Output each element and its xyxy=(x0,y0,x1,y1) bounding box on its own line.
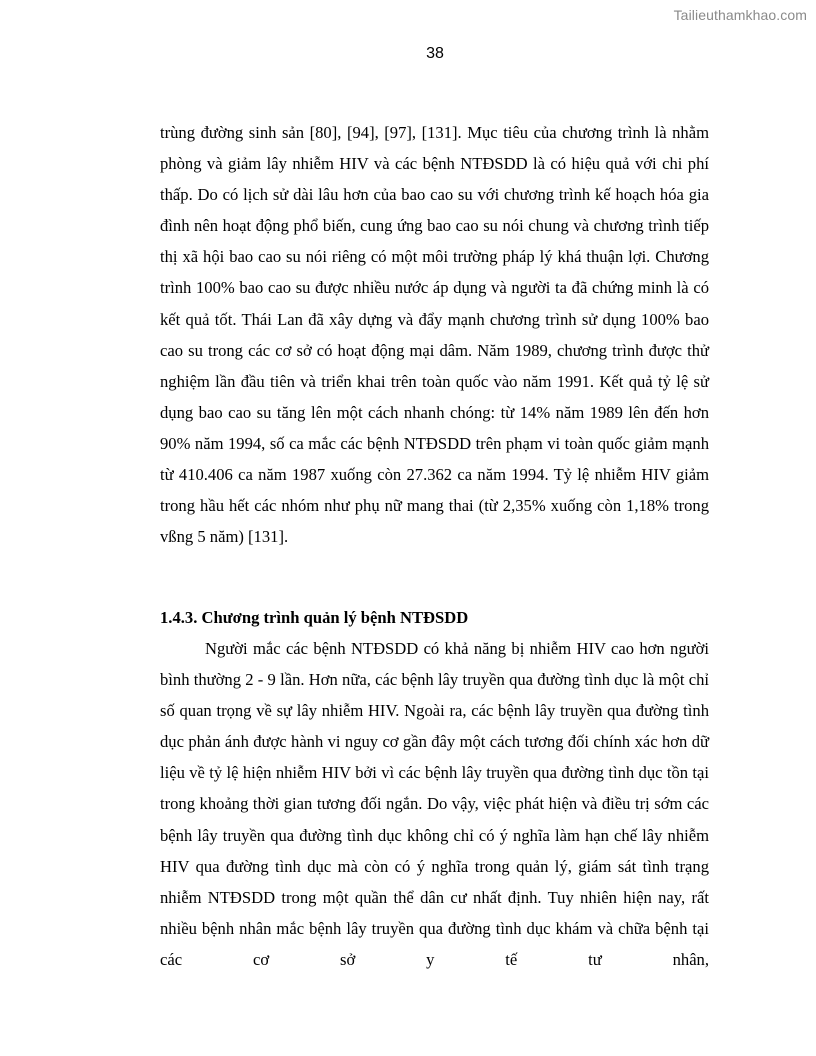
watermark: Tailieuthamkhao.com xyxy=(673,7,807,23)
paragraph-1: trùng đường sinh sản [80], [94], [97], [131]. Mục tiêu của chương trình là nhằm phòng và giảm lây nhiễm HIV và các bệnh NTĐSDD là có hiệu quả với chi phí thấp. Do có lịch sử dài lâu hơn của bao cao su với chương trình kế hoạch hóa gia đình nên hoạt động phổ biến, cung ứng bao cao su nói chung và chương trình tiếp thị xã hội bao cao su nói riêng có một môi trường pháp lý khá thuận lợi. Chương trình 100% bao cao su được nhiều nước áp dụng và người ta đã chứng minh là có kết quả tốt. Thái Lan đã xây dựng và đẩy mạnh chương trình sử dụng 100% bao cao su trong các cơ sở có hoạt động mại dâm. Năm 1989, chương trình được thử nghiệm lần đầu tiên và triển khai trên toàn quốc vào năm 1991. Kết quả tỷ lệ sử dụng bao cao su tăng lên một cách nhanh chóng: từ 14% năm 1989 lên đến hơn 90% năm 1994, số ca mắc các bệnh NTĐSDD trên phạm vi toàn quốc giảm mạnh từ 410.406 ca năm 1987 xuống còn 27.362 ca năm 1994. Tỷ lệ nhiễm HIV giảm trong hầu hết các nhóm như phụ nữ mang thai (từ 2,35% xuống còn 1,18% trong vßng 5 năm) [131]. xyxy=(160,123,709,547)
page-number: 38 xyxy=(426,45,444,62)
paragraph-2-container xyxy=(160,633,709,975)
paragraph-1-container xyxy=(160,117,709,552)
section-heading: 1.4.3. Chương trình quản lý bệnh NTĐSDD xyxy=(160,608,469,627)
paragraph-2: Người mắc các bệnh NTĐSDD có khả năng bị nhiễm HIV cao hơn người bình thường 2 - 9 lần. Hơn nữa, các bệnh lây truyền qua đường tình dục là một chỉ số quan trọng về sự lây nhiễm HIV. Ngoài ra, các bệnh lây truyền qua đường tình dục phản ánh được hành vi nguy cơ gần đây một cách tương đối chính xác hơn dữ liệu về tỷ lệ hiện nhiễm HIV bởi vì các bệnh lây truyền qua đường tình dục tồn tại trong khoảng thời gian tương đối ngắn. Do vậy, việc phát hiện và điều trị sớm các bệnh lây truyền qua đường tình dục không chỉ có ý nghĩa làm hạn chế lây nhiễm HIV qua đường tình dục mà còn có ý nghĩa trong quản lý, giám sát tình trạng nhiễm NTĐSDD trong một quần thể dân cư nhất định. Tuy nhiên hiện nay, rất nhiều bệnh nhân mắc bệnh lây truyền qua đường tình dục khám và chữa bệnh tại các cơ sở y tế tư nhân, xyxy=(160,639,709,969)
